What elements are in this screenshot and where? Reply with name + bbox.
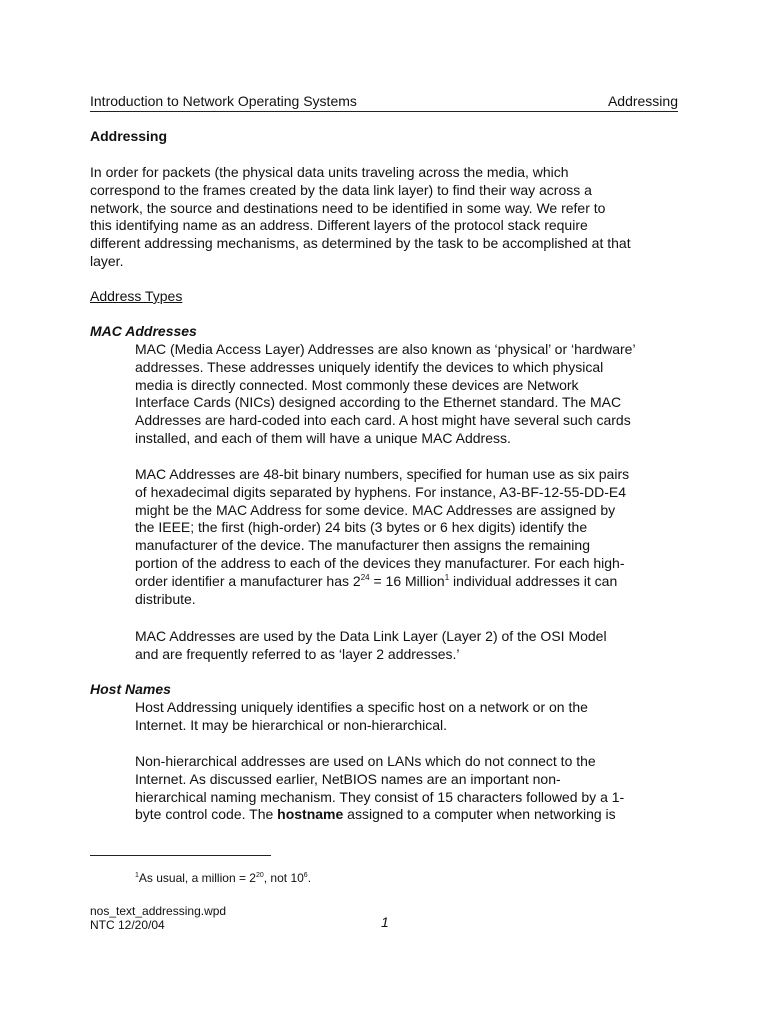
formula-line: order identifier a manufacturer has $2^{24} = 16$ Million$^1$ individual addresses it can xyxy=(135,572,618,589)
text-line: Addresses are hard-coded into each card. A host might have several such cards xyxy=(135,412,631,429)
text-line: Internet. As discussed earlier, NetBIOS names are an important non- xyxy=(135,770,561,787)
text-line: hierarchical naming mechanism. They consist of 15 characters followed by a 1- xyxy=(135,788,625,805)
footnote-number: 1 xyxy=(135,872,139,879)
text-line: the IEEE; the first (high-order) 24 bits (3 bytes or 6 hex digits) identify the xyxy=(135,519,588,536)
exponent: 24 xyxy=(360,572,370,582)
section-title: Addressing xyxy=(90,128,168,144)
mac-paragraph-3 xyxy=(135,628,680,664)
text-line: distribute. xyxy=(135,590,196,607)
footnote-divider xyxy=(90,855,271,856)
mac-heading: MAC Addresses xyxy=(90,323,197,339)
mac-paragraph-2 xyxy=(135,466,680,608)
text-line: addresses. These addresses uniquely identify the devices to which physical xyxy=(135,358,604,375)
text-line: network, the source and destinations need to be identified in some way. We refer to xyxy=(90,199,606,216)
text-line: MAC Addresses are used by the Data Link Layer (Layer 2) of the OSI Model xyxy=(135,628,607,644)
exponent: 6 xyxy=(303,872,308,879)
text-line: Non-hierarchical addresses are used on LANs which do not connect to the xyxy=(135,753,596,769)
text-line: different addressing mechanisms, as determined by the task to be accomplished at that xyxy=(90,235,631,252)
text-line: media is directly connected. Most commonly these devices are Network xyxy=(135,376,579,393)
text-line: correspond to the frames created by the data link layer) to find their way across a xyxy=(90,181,592,198)
hostname-term: hostname xyxy=(277,806,344,823)
text-line: installed, and each of them will have a unique MAC Address. xyxy=(135,429,511,446)
text-line: In order for packets (the physical data units traveling across the media, which xyxy=(90,164,569,180)
text-line: manufacturer of the device. The manufacturer then assigns the remaining xyxy=(135,537,590,554)
host-paragraph-1 xyxy=(135,699,680,735)
header-right: Addressing xyxy=(607,93,678,109)
text-line: portion of the address to each of the devices they manufacturer. For each high- xyxy=(135,554,625,571)
intro-paragraph xyxy=(90,164,680,271)
running-header xyxy=(90,92,678,112)
text-line: byte control code. The hostname assigned to a computer when networking is xyxy=(135,806,616,823)
mac-paragraph-1 xyxy=(135,341,680,448)
footer-info xyxy=(90,904,226,932)
text-line: MAC (Media Access Layer) Addresses are also known as ‘physical’ or ‘hardware’ xyxy=(135,341,636,357)
text-line: of hexadecimal digits separated by hyphens. For instance, A3-BF-12-55-DD-E4 xyxy=(135,483,627,500)
footer-date: NTC 12/20/04 xyxy=(90,918,165,932)
text-line: and are frequently referred to as ‘layer 2 addresses.’ xyxy=(135,645,460,662)
text-line: layer. xyxy=(90,252,124,269)
text-line: Host Addressing uniquely identifies a specific host on a network or on the xyxy=(135,699,588,715)
text-line: this identifying name as an address. Different layers of the protocol stack require xyxy=(90,217,588,234)
address-types-heading: Address Types xyxy=(90,288,183,304)
page-number: 1 xyxy=(381,914,389,930)
footnote: $^1$As usual, a million = $2^{20}$, not $10^6$. xyxy=(135,871,312,885)
header-left: Introduction to Network Operating Systems xyxy=(90,93,357,109)
footnote-ref: 1 xyxy=(444,572,450,582)
host-heading: Host Names xyxy=(90,681,171,697)
text-line: Internet. It may be hierarchical or non-hierarchical. xyxy=(135,716,448,733)
exponent: 20 xyxy=(255,872,264,879)
footer-filename: nos_text_addressing.wpd xyxy=(90,904,227,918)
text-line: MAC Addresses are 48-bit binary numbers, specified for human use as six pairs xyxy=(135,466,630,482)
text-line: Interface Cards (NICs) designed according to the Ethernet standard. The MAC xyxy=(135,394,622,411)
text-line: might be the MAC Address for some device. MAC Addresses are assigned by xyxy=(135,501,616,518)
host-paragraph-2 xyxy=(135,753,680,824)
